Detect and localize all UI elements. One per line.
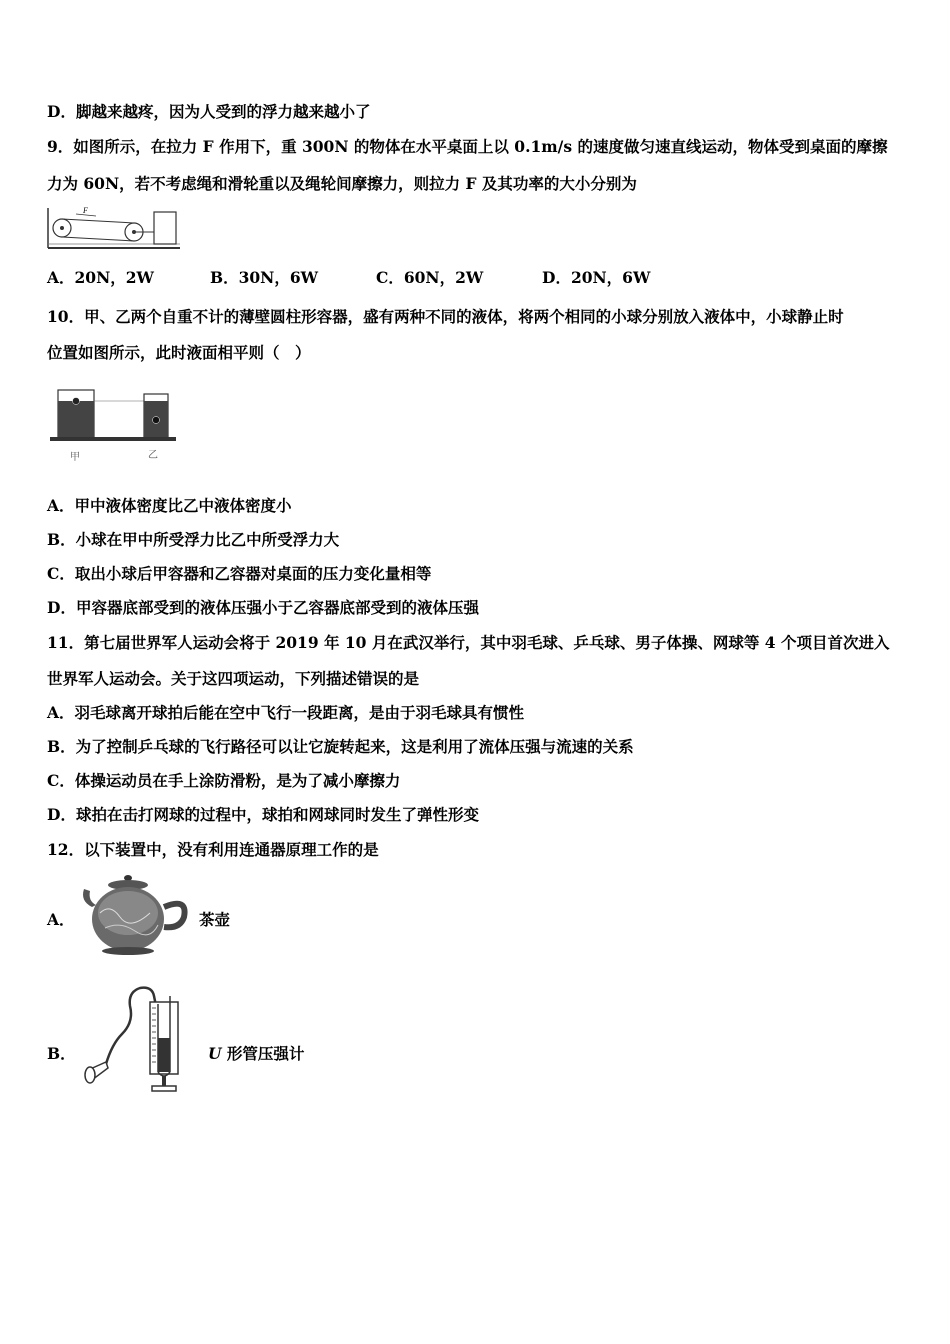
q12-option-b-caption	[208, 1044, 304, 1064]
q9-options	[47, 268, 650, 288]
pulley-figure	[46, 204, 182, 252]
ball-jia	[73, 398, 80, 405]
q11-stem-line2: 世界军人运动会。关于这四项运动，下列描述错误的是	[47, 669, 420, 688]
containers-figure	[50, 384, 180, 466]
q9-stem-line1: 9．如图所示，在拉力 F 作用下，重 300N 的物体在水平桌面上以 0.1m/s 的速度做匀速直线运动，物体受到桌面的摩擦	[47, 137, 888, 156]
q11-option-d: D．球拍在击打网球的过程中，球拍和网球同时发生了弹性形变	[47, 805, 479, 824]
q9-option-b: B．30N，6W	[210, 268, 319, 287]
force-label: F	[83, 206, 88, 215]
q12-option-a-letter: A．	[47, 910, 75, 929]
q8-option-d: D．脚越来越疼，因为人受到的浮力越来越小了	[47, 102, 371, 121]
q11-option-b: B．为了控制乒乓球的飞行路径可以让它旋转起来，这是利用了流体压强与流速的关系	[47, 737, 634, 756]
q10-option-a: A．甲中液体密度比乙中液体密度小	[47, 496, 292, 515]
caption-rest: 形管压强计	[221, 1044, 305, 1063]
q10-option-c: C．取出小球后甲容器和乙容器对桌面的压力变化量相等	[47, 564, 432, 583]
ball-yi	[153, 417, 160, 424]
u-letter: U	[208, 1044, 222, 1063]
label-yi: 乙	[148, 450, 158, 461]
q9-option-d: D．20N，6W	[542, 268, 651, 287]
q12-stem: 12．以下装置中，没有利用连通器原理工作的是	[47, 840, 379, 859]
label-jia: 甲	[70, 452, 80, 463]
q11-option-c: C．体操运动员在手上涂防滑粉，是为了减小摩擦力	[47, 771, 401, 790]
q11-option-a: A．羽毛球离开球拍后能在空中飞行一段距离，是由于羽毛球具有惯性	[47, 703, 525, 722]
u-tube-manometer-image	[82, 984, 182, 1096]
teapot-image	[80, 873, 190, 958]
q10-option-d: D．甲容器底部受到的液体压强小于乙容器底部受到的液体压强	[47, 598, 479, 617]
q12-option-a-caption: 茶壶	[199, 910, 231, 929]
q10-stem-line2: 位置如图所示，此时液面相平则（ ）	[47, 343, 311, 362]
q11-stem-line1: 11．第七届世界军人运动会将于 2019 年 10 月在武汉举行，其中羽毛球、乒乓球、男子体操、网球等 4 个项目首次进入	[47, 633, 890, 652]
q9-stem-line2: 力为 60N，若不考虑绳和滑轮重以及绳轮间摩擦力，则拉力 F 及其功率的大小分别为	[47, 174, 637, 193]
q9-option-a: A．20N，2W	[47, 268, 154, 287]
q10-stem-line1: 10．甲、乙两个自重不计的薄壁圆柱形容器，盛有两种不同的液体，将两个相同的小球分别放入液体中，小球静止时	[47, 307, 844, 326]
q10-option-b: B．小球在甲中所受浮力比乙中所受浮力大	[47, 530, 340, 549]
q12-option-b-letter: B．	[47, 1044, 76, 1063]
block	[154, 212, 176, 244]
q9-option-c: C．60N，2W	[376, 268, 484, 287]
